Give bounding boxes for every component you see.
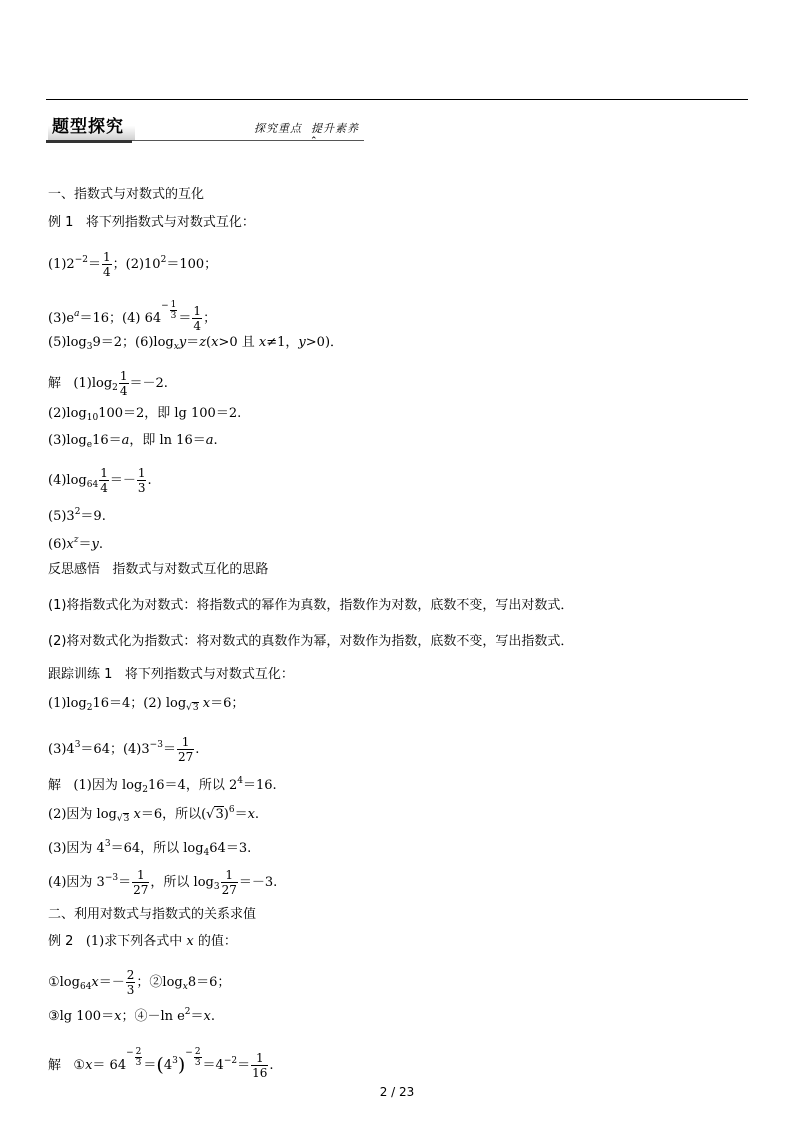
header-rule — [132, 140, 364, 141]
section2-heading: 二、利用对数式与指数式的关系求值 — [48, 907, 257, 922]
example1-solution-3: $(3)\log_e16=a$，即 ln 16＝a. — [48, 433, 218, 450]
training1-solution-2: (2)因为 $\log_{√3} x=6$，所以$(√3)^6=x$. — [48, 805, 260, 824]
section-subtitle: 探究重点 提升素养 — [254, 122, 359, 135]
example1-q3: $(5)\log_39=2$；$(6)\log_xy=z(x>0$ 且 x≠1，y>0)． — [48, 335, 344, 352]
training1-q1: $(1)\log_216=4$；(2) $\log_{√3} x=6$； — [48, 696, 245, 713]
section1-heading: 一、指数式与对数式的互化 — [48, 187, 205, 202]
page-number: 2 / 23 — [379, 1085, 415, 1099]
example1-q1: $(1)2^{-2}=$ $\frac{1}{4}$ ；$(2)10^2=100$； — [48, 250, 218, 279]
training1-solution-1: 解 (1)因为 $\log_216=4$，所以 $2^4=16$. — [48, 776, 277, 795]
title-underline — [46, 140, 132, 143]
example2-q1: $①\log_{64}x=-$ $\frac{2}{3}$ ；$②\log_x8=6$； — [48, 968, 231, 997]
example1-solution-4: $(4)\log_{64}$ $\frac{1}{4}$ ＝－ $\frac{1}{3}$ . — [48, 466, 152, 495]
example1: 例 1 将下列指数式与对数式互化： — [48, 215, 255, 230]
example1-solution-2: $(2)\log_{10}100=2$，即 lg 100＝2. — [48, 406, 242, 423]
example2: 例 2 (1)求下列各式中 x 的值： — [48, 934, 237, 949]
top-rule — [46, 99, 748, 100]
example2-solution-1: 解 ①x＝ 64− $\frac{2}{3}$ $=(4^3)^-$ $\frac{2}{3}$ $=4^{-2}=$ $\frac{1}{16}$ . — [48, 1047, 274, 1080]
reflection-point-1: (1)将指数式化为对数式：将指数式的幂作为真数，指数作为对数，底数不变，写出对数式． — [48, 598, 574, 613]
example1-solution-1: 解 $(1)\log_2$ $\frac{1}{4}$ ＝－2. — [48, 369, 168, 398]
training1: 跟踪训练 1 将下列指数式与对数式互化： — [48, 667, 294, 682]
reflection-point-2: (2)将对数式化为指数式：将对数式的真数作为幂，对数作为指数，底数不变，写出指数式． — [48, 634, 574, 649]
section-title: 题型探究 — [48, 114, 135, 140]
training1-solution-4: (4)因为 $3^{-3}=$ $\frac{1}{27}$ ，所以 $\log_3$ $\frac{1}{27}$ ＝－3. — [48, 868, 278, 897]
training1-q2: $(3)4^3=64$；$(4)3^{-3}=$ $\frac{1}{27}$ . — [48, 735, 200, 764]
reflection-heading: 反思感悟 指数式与对数式互化的思路 — [48, 562, 269, 577]
example1-solution-6: $(6)x^z=y$. — [48, 535, 104, 552]
example1-solution-5: $(5)3^2=9$. — [48, 507, 106, 524]
example2-q2: ③lg 100＝x；④－ln $e^2=x$. — [48, 1007, 216, 1024]
training1-solution-3: (3)因为 $4^3=64$，所以 $\log_464=3$. — [48, 839, 252, 858]
example1-q2: $(3)e^a=16$；(4) 64− $\frac{1}{3}$ ＝ $\frac{1}{4}$ ； — [48, 300, 217, 333]
section-header — [46, 112, 366, 144]
notch-icon: ⌃ — [310, 136, 318, 146]
